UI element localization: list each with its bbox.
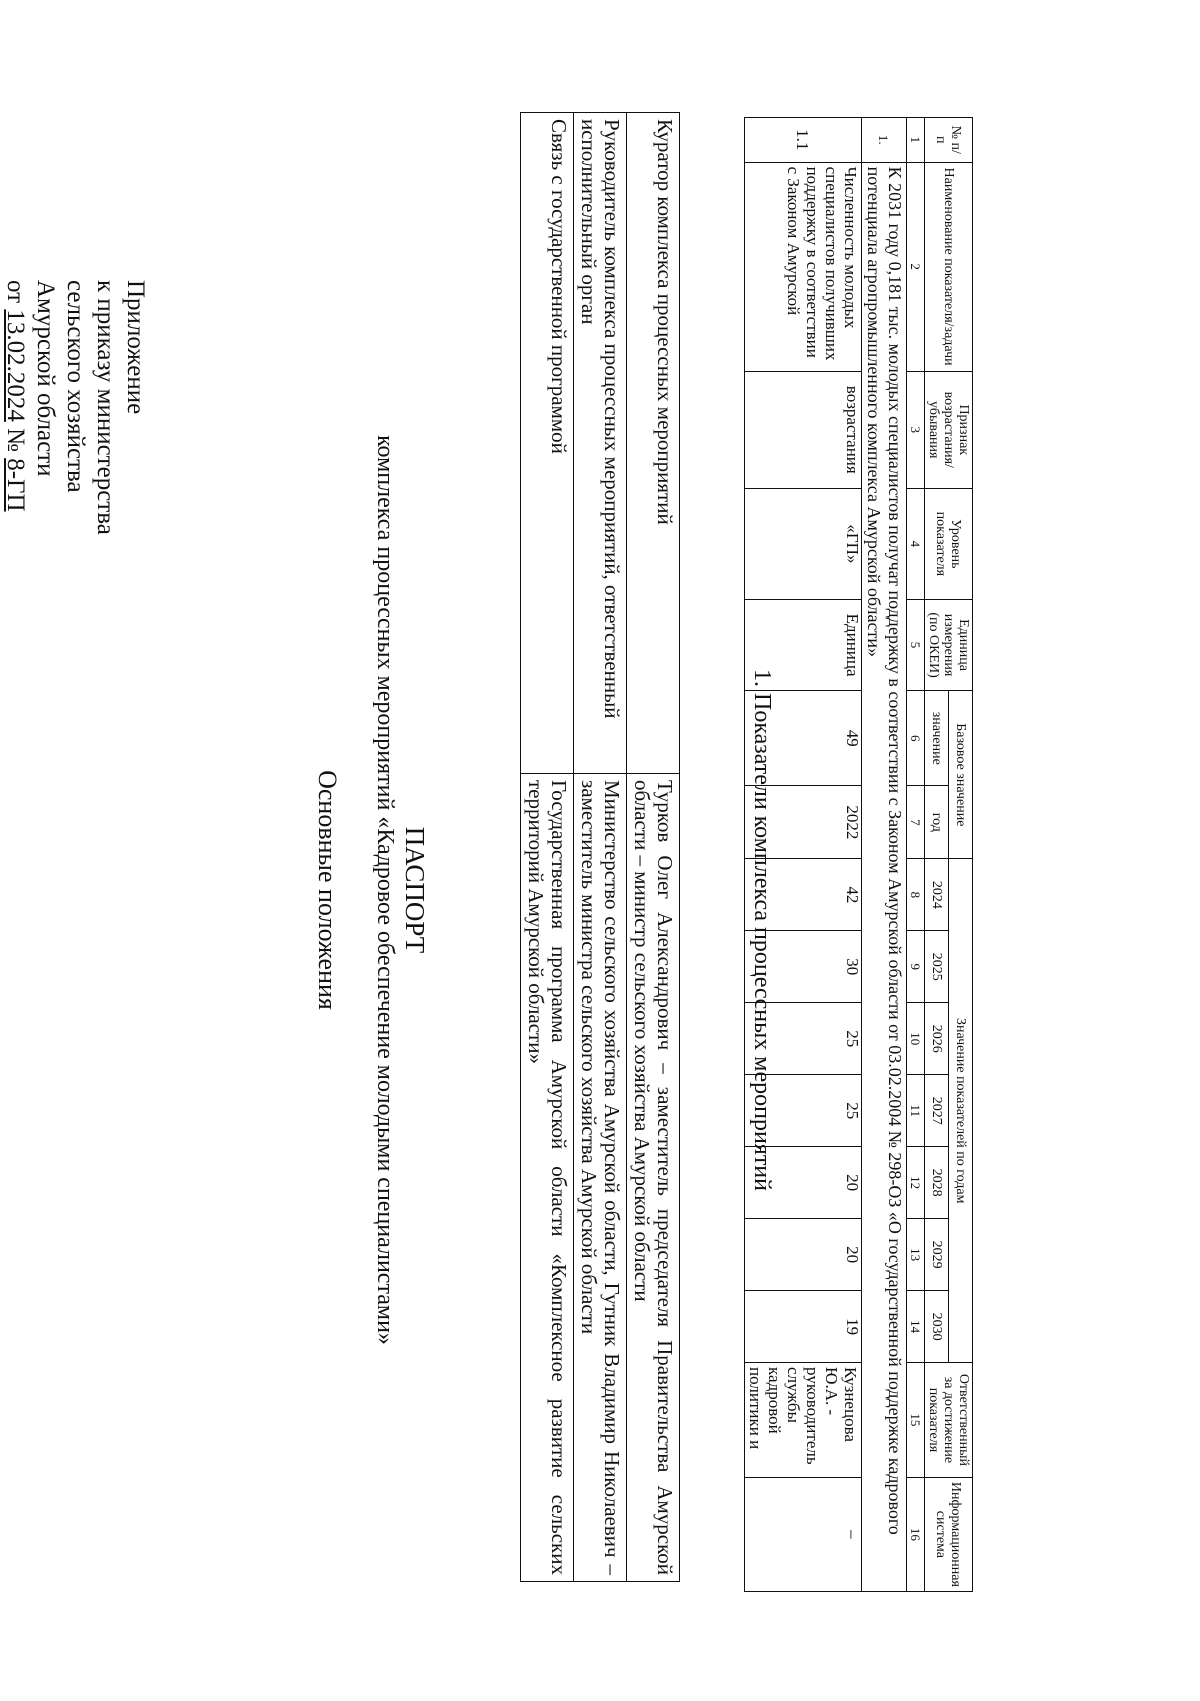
- row-unit: Единица: [745, 599, 862, 690]
- column-number: 10: [907, 1003, 925, 1075]
- header-year: 2028: [925, 1147, 949, 1219]
- header-num: № п/п: [925, 118, 973, 163]
- table-row: [627, 113, 680, 1582]
- info-label: Руководитель комплекса процессных мероприятий, ответственный исполнительный орган: [574, 113, 627, 774]
- column-number: 6: [907, 691, 925, 786]
- column-number: 14: [907, 1291, 925, 1363]
- header-info-system: Информационная система: [925, 1477, 973, 1591]
- goal-num: 1.: [862, 118, 907, 163]
- row-value: 20: [745, 1219, 862, 1291]
- appendix-line: к приказу министерства: [92, 280, 119, 535]
- indicators-table: [744, 117, 973, 1592]
- row-level: «ГП»: [745, 488, 862, 599]
- column-number: 4: [907, 488, 925, 599]
- row-name: Численность молодых специалистов получивших поддержку в соответствии с Законом Амурской: [745, 162, 862, 371]
- row-value: 25: [745, 1003, 862, 1075]
- column-number: 7: [907, 786, 925, 859]
- table-row: [574, 113, 627, 1582]
- document-title: ПАСПОРТ: [400, 826, 430, 954]
- row-value: 25: [745, 1075, 862, 1147]
- table-row: [745, 118, 862, 1592]
- row-base-value: 49: [745, 691, 862, 786]
- appendix-date-line: [0, 280, 30, 540]
- info-table: [520, 112, 680, 1582]
- header-years-group: Значение показателей по годам: [949, 859, 973, 1363]
- header-base-year: год: [925, 786, 949, 859]
- header-year: 2030: [925, 1291, 949, 1363]
- appendix-number: 8-ГП: [2, 458, 29, 512]
- row-value: 30: [745, 931, 862, 1003]
- column-number: 11: [907, 1075, 925, 1147]
- row-base-year: 2022: [745, 786, 862, 859]
- column-number: 15: [907, 1363, 925, 1478]
- section-title: Основные положения: [313, 770, 342, 1010]
- row-value: 42: [745, 859, 862, 931]
- row-info-system: –: [745, 1477, 862, 1591]
- appendix-date: 13.02.2024: [2, 309, 29, 422]
- column-number: 1: [907, 118, 925, 163]
- appendix-number-sign: №: [2, 421, 29, 459]
- row-responsible: Кузнецова Ю.А. - руководитель службы кадровой политики и: [745, 1363, 862, 1478]
- row-value: 19: [745, 1291, 862, 1363]
- goal-row: [862, 118, 907, 1592]
- indicators-heading: 1. Показатели комплекса процессных мероприятий: [749, 668, 775, 1191]
- info-value: Турков Олег Александрович – заместитель председателя Правительства Амурской области – министр сельского хозяйства Амурской области: [627, 774, 680, 1582]
- header-year: 2027: [925, 1075, 949, 1147]
- info-label: Связь с государственной программой: [521, 113, 574, 774]
- header-sign: Признак возрастания/ убывания: [925, 371, 973, 488]
- header-level: Уровень показателя: [925, 488, 973, 599]
- header-name: Наименование показателя/задачи: [925, 162, 973, 371]
- column-number: 2: [907, 162, 925, 371]
- info-value: Государственная программа Амурской области «Комплексное развитие сельских территорий Амурской области»: [521, 774, 574, 1582]
- column-number: 9: [907, 931, 925, 1003]
- appendix-line: сельского хозяйства: [62, 280, 89, 493]
- appendix-line: Амурской области: [32, 280, 59, 477]
- column-number: 5: [907, 599, 925, 690]
- header-base-value: значение: [925, 691, 949, 786]
- header-year: 2029: [925, 1219, 949, 1291]
- header-year: 2026: [925, 1003, 949, 1075]
- table-row: [521, 113, 574, 1582]
- column-number: 16: [907, 1477, 925, 1591]
- row-num: 1.1: [745, 118, 862, 163]
- goal-text: К 2031 году 0,181 тыс. молодых специалистов получат поддержку в соответствии с Законом Амурской области от 03.02.2004 № 298-ОЗ «О государственной поддержке кадрового потенциала агропромышленного комплекса Амурской области»: [862, 162, 907, 1591]
- header-year: 2025: [925, 931, 949, 1003]
- header-base: Базовое значение: [949, 691, 973, 859]
- row-sign: возрастания: [745, 371, 862, 488]
- column-number: 12: [907, 1147, 925, 1219]
- column-number: 8: [907, 859, 925, 931]
- appendix-line: Приложение: [122, 280, 149, 415]
- row-value: 20: [745, 1147, 862, 1219]
- column-number-row: [907, 118, 925, 1592]
- header-responsible: Ответственный за достижение показателя: [925, 1363, 973, 1478]
- title-block: [312, 340, 430, 1440]
- appendix-block: [0, 280, 150, 540]
- table-header-row: [949, 118, 973, 1592]
- info-value: Министерство сельского хозяйства Амурской области, Гутник Владимир Николаевич – заместитель министра сельского хозяйства Амурской области: [574, 774, 627, 1582]
- header-year: 2024: [925, 859, 949, 931]
- column-number: 3: [907, 371, 925, 488]
- appendix-date-prefix: от: [2, 280, 29, 310]
- header-unit: Единица измерения (по ОКЕИ): [925, 599, 973, 690]
- info-label: Куратор комплекса процессных мероприятий: [627, 113, 680, 774]
- column-number: 13: [907, 1219, 925, 1291]
- document-subtitle: комплекса процессных мероприятий «Кадровое обеспечение молодыми специалистами»: [372, 435, 398, 1345]
